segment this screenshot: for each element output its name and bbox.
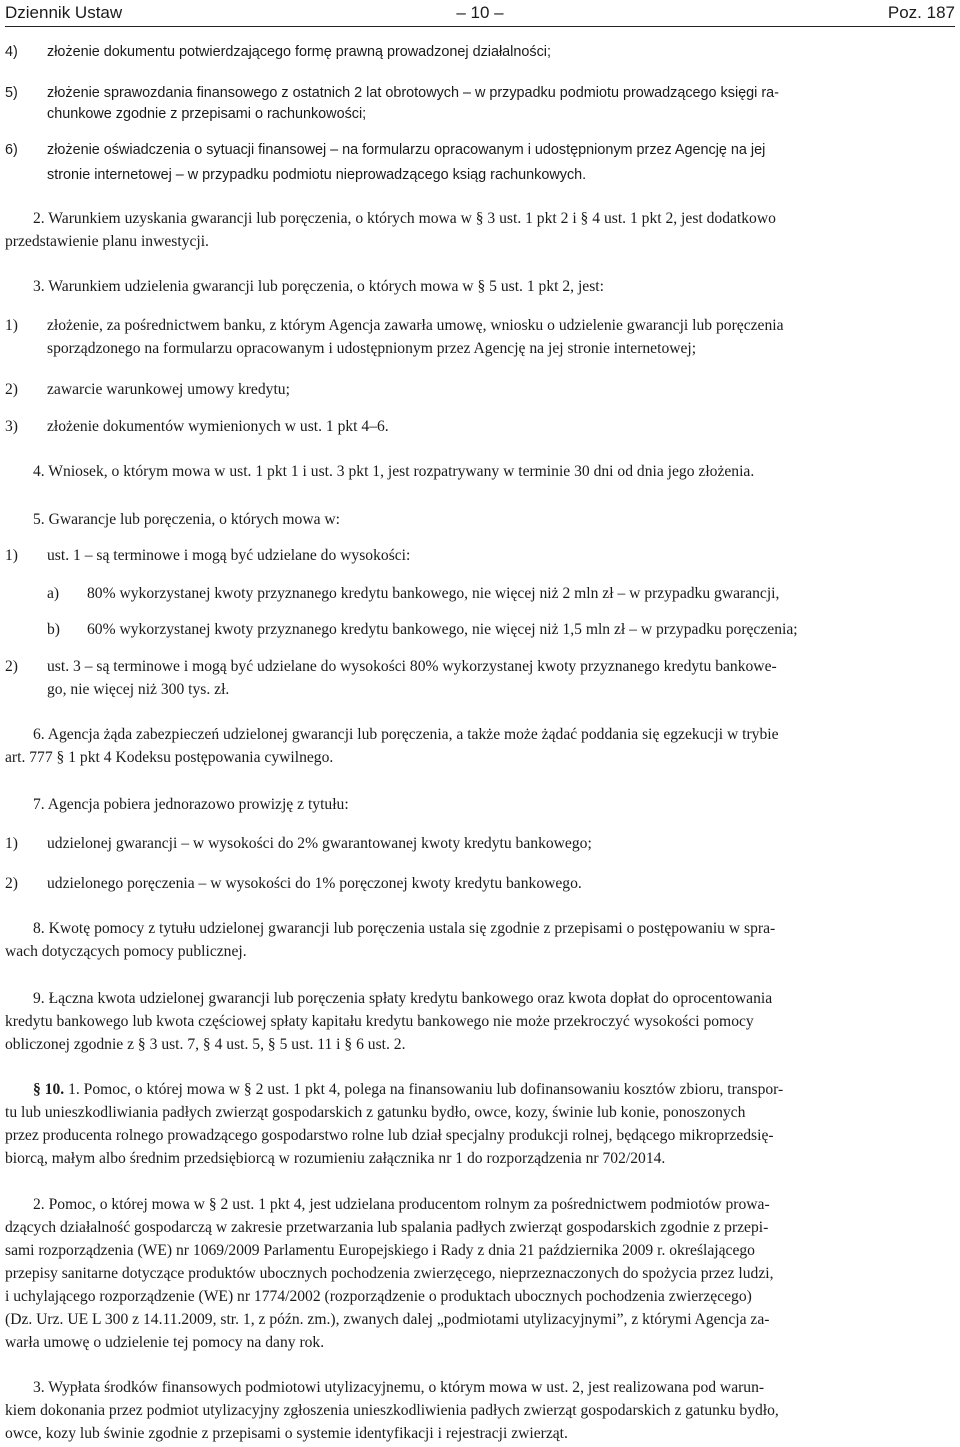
page-header: [5, 2, 955, 27]
section-number: § 10.: [33, 1081, 65, 1098]
journal-title: Dziennik Ustaw: [5, 3, 123, 22]
position-number: Poz. 187: [887, 3, 955, 22]
page-number: – 10 –: [456, 3, 504, 22]
